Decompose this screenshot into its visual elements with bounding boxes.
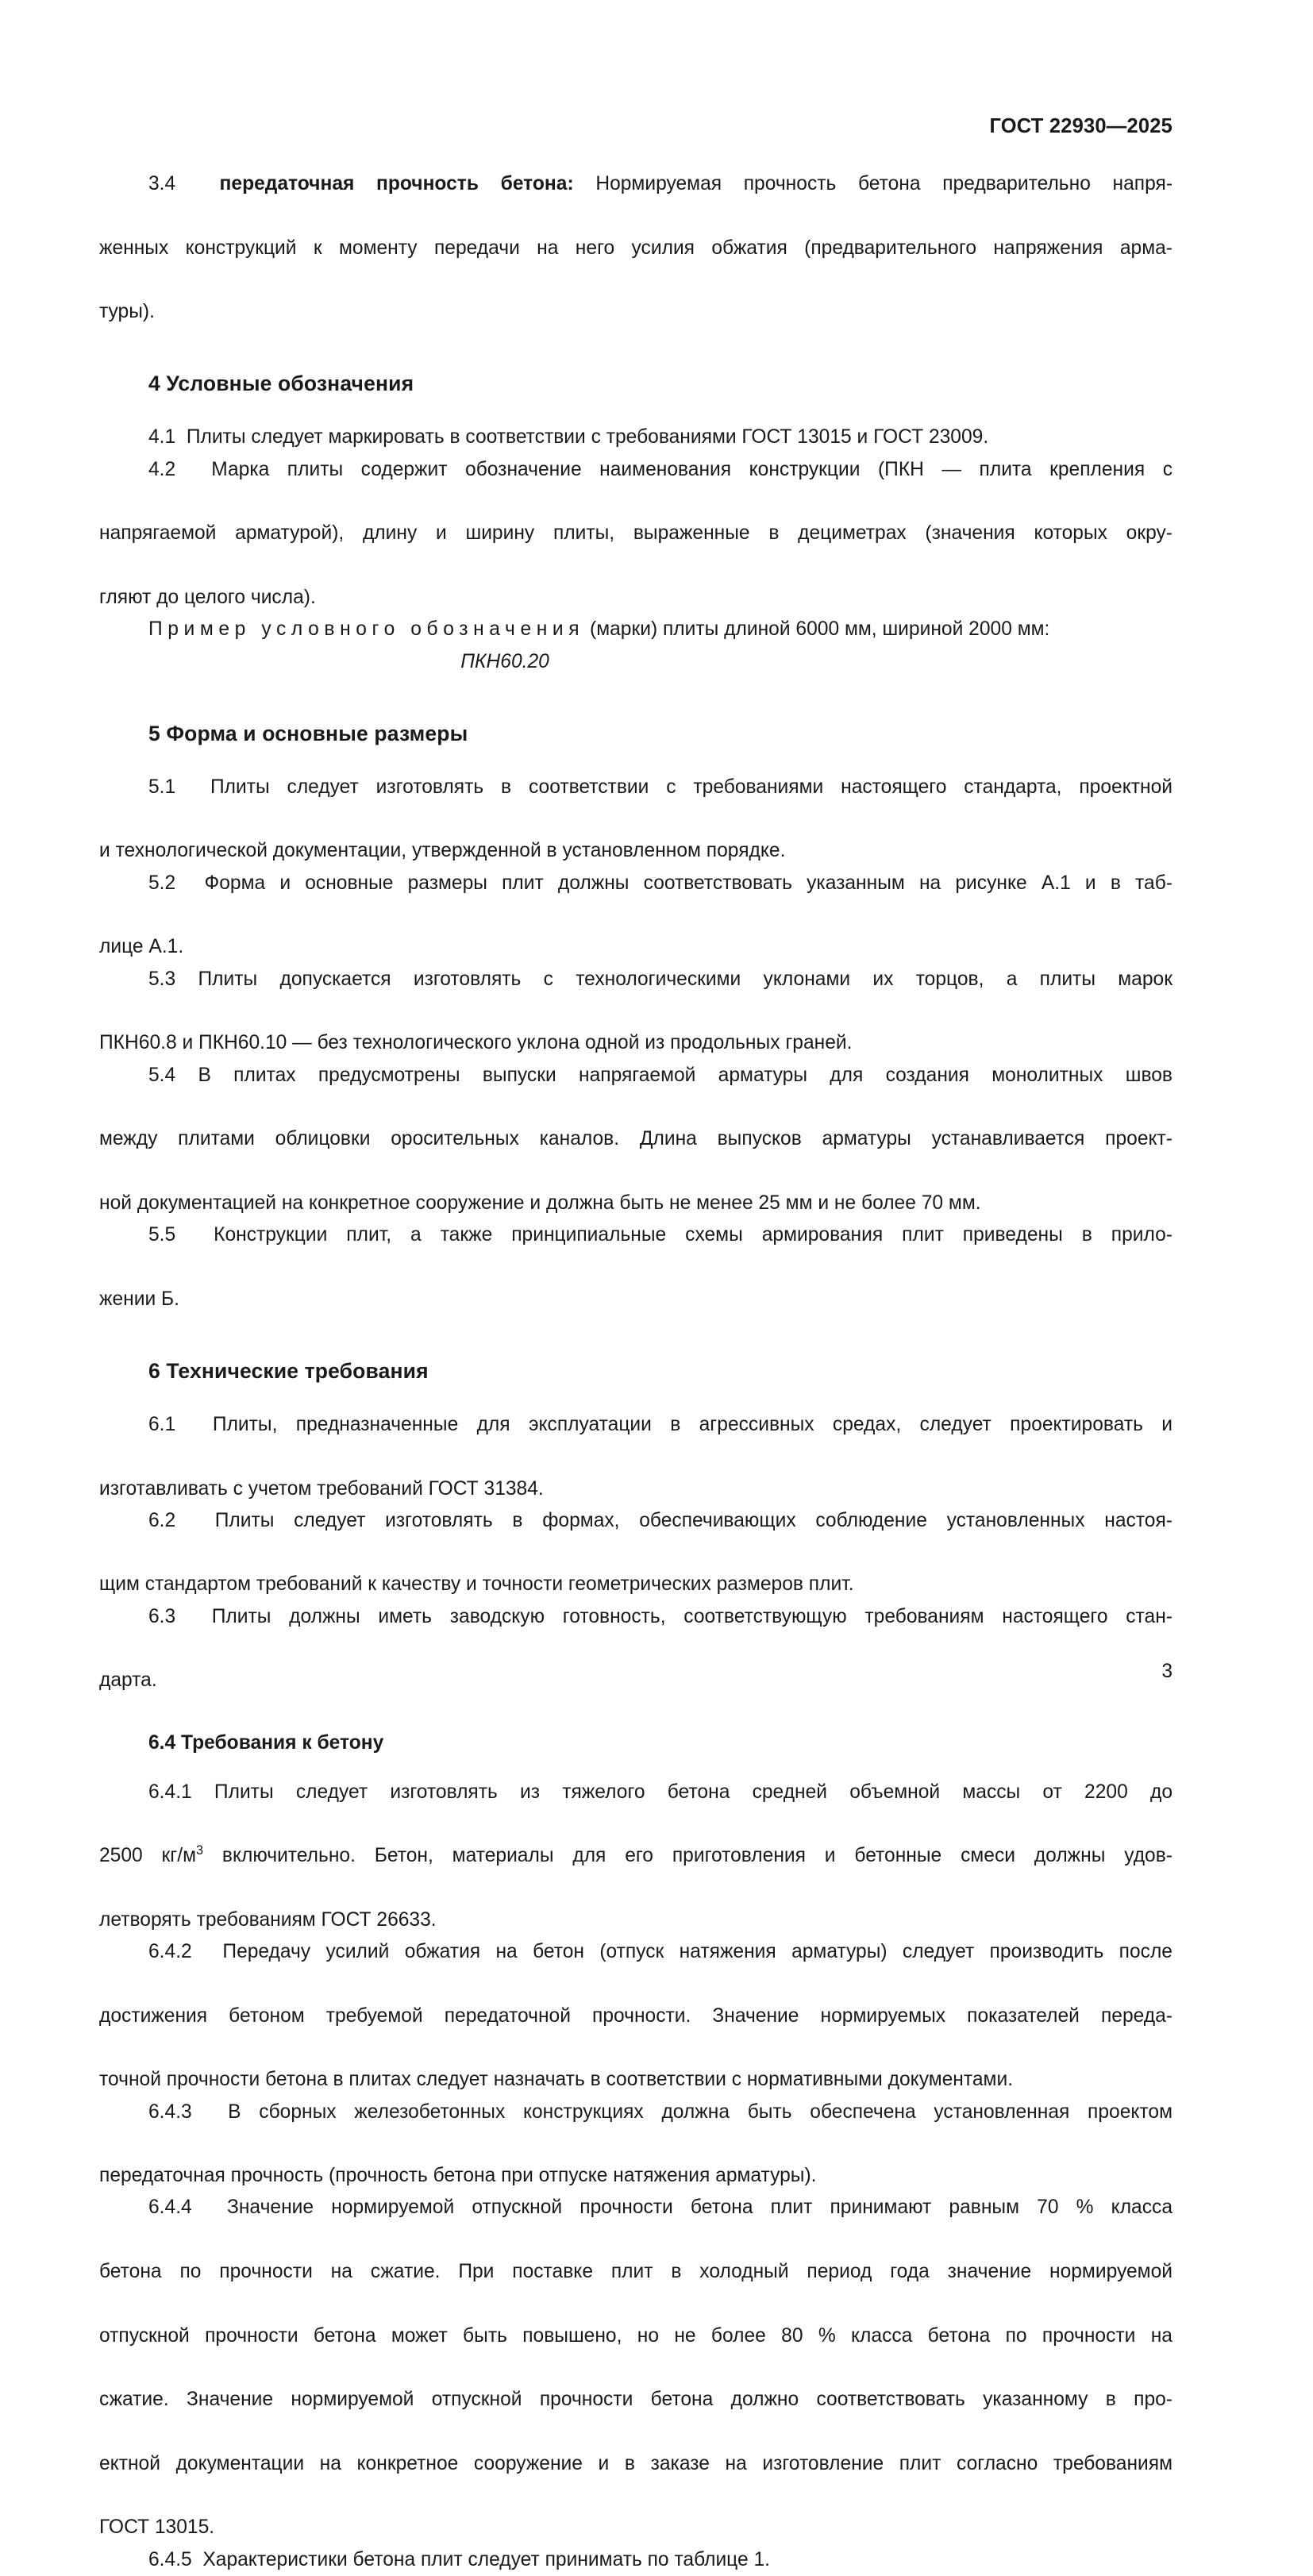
clause-5-2-number: 5.2 bbox=[148, 872, 176, 894]
clause-6-4-5-number: 6.4.5 bbox=[148, 2548, 192, 2570]
clause-5-5-line2: жении Б. bbox=[99, 1288, 179, 1310]
clause-5-1-line1: Плиты следует изготовлять в соответствии с требованиями настоящего стандарта, проектной bbox=[210, 776, 1173, 798]
clause-6-4-4 bbox=[99, 2192, 1172, 2543]
clause-6-1 bbox=[99, 1409, 1172, 1505]
designation-example-mark: ПКН60.20 bbox=[460, 650, 549, 672]
page-number: 3 bbox=[1161, 1661, 1172, 1682]
clause-6-2-line2: щим стандартом требований к качеству и точности геометрических размеров плит. bbox=[99, 1573, 854, 1596]
clause-5-2 bbox=[99, 868, 1172, 964]
clause-6-4-4-line4: сжатие. Значение нормируемой отпускной прочности бетона должно соответствовать указанному в про- bbox=[99, 2389, 1172, 2411]
clause-4-2-line3: гляют до целого числа). bbox=[99, 586, 316, 608]
clause-6-2 bbox=[99, 1505, 1172, 1601]
clause-6-3-line1: Плиты должны иметь заводскую готовность, соответствующую требованиям настоящего стан- bbox=[211, 1605, 1172, 1627]
clause-6-4-3-line2: передаточная прочность (прочность бетона при отпуске натяжения арматуры). bbox=[99, 2165, 817, 2187]
clause-5-4-line1: В плитах предусмотрены выпуски напрягаемой арматуры для создания монолитных швов bbox=[198, 1064, 1172, 1086]
clause-6-3-line2: дарта. bbox=[99, 1669, 157, 1692]
clause-5-3-line2: ПКН60.8 и ПКН60.10 — без технологического уклона одной из продольных граней. bbox=[99, 1032, 853, 1054]
clause-6-4-5 bbox=[99, 2544, 1172, 2576]
spacer bbox=[99, 678, 1172, 719]
document-body bbox=[99, 168, 1172, 2576]
designation-example-rest: (марки) плиты длиной 6000 мм, шириной 2000 мм: bbox=[584, 618, 1050, 641]
section-heading-6: 6 Технические требования bbox=[148, 1358, 429, 1383]
clause-6-4-4-line5: ектной документации на конкретное сооружение и в заказе на изготовление плит согласно требованиям bbox=[99, 2452, 1172, 2474]
clause-6-4-3-number: 6.4.3 bbox=[148, 2100, 192, 2123]
clause-6-4-2 bbox=[99, 1936, 1172, 2096]
clause-5-3-number: 5.3 bbox=[148, 968, 176, 990]
clause-4-2-number: 4.2 bbox=[148, 458, 176, 480]
clause-6-4-3-line1: В сборных железобетонных конструкциях должна быть обеспечена установленная проектом bbox=[228, 2100, 1172, 2123]
spacer bbox=[99, 748, 1172, 772]
clause-6-2-line1: Плиты следует изготовлять в формах, обеспечивающих соблюдение установленных настоя- bbox=[214, 1509, 1172, 1531]
clause-6-4-3 bbox=[99, 2097, 1172, 2193]
spacer bbox=[99, 1385, 1172, 1409]
clause-6-4-1 bbox=[99, 1777, 1172, 1936]
clause-5-4 bbox=[99, 1060, 1172, 1219]
clause-6-3-number: 6.3 bbox=[148, 1605, 176, 1627]
clause-4-1-number: 4.1 bbox=[148, 426, 176, 449]
spacer bbox=[99, 1697, 1172, 1729]
clause-4-1-text: Плиты следует маркировать в соответствии с требованиями ГОСТ 13015 и ГОСТ 23009. bbox=[186, 426, 989, 449]
spacer bbox=[99, 1315, 1172, 1357]
clause-6-4-1-line2-b: включительно. Бетон, материалы для его приготовления и бетонные смеси должны удов- bbox=[203, 1845, 1172, 1867]
clause-6-4-1-line1: Плиты следует изготовлять из тяжелого бетона средней объемной массы от 2200 до bbox=[214, 1781, 1172, 1803]
clause-6-4-2-number: 6.4.2 bbox=[148, 1941, 192, 1963]
clause-4-1 bbox=[99, 422, 1172, 453]
clause-6-4-1-number: 6.4.1 bbox=[148, 1781, 192, 1803]
clause-5-5-number: 5.5 bbox=[148, 1224, 176, 1246]
clause-3-4-number: 3.4 bbox=[148, 173, 176, 194]
clause-3-4-line1: Нормируемая прочность бетона предварительно напря- bbox=[595, 173, 1173, 194]
clause-3-4-line3: туры). bbox=[99, 301, 155, 323]
clause-5-5 bbox=[99, 1219, 1172, 1315]
clause-5-3 bbox=[99, 964, 1172, 1060]
clause-6-1-line2: изготавливать с учетом требований ГОСТ 31384. bbox=[99, 1477, 544, 1500]
clause-6-4-2-line2: достижения бетоном требуемой передаточной прочности. Значение нормируемых показателей переда- bbox=[99, 2004, 1172, 2027]
clause-6-4-2-line1: Передачу усилий обжатия на бетон (отпуск натяжения арматуры) следует производить после bbox=[222, 1941, 1172, 1963]
running-head-standard-number: ГОСТ 22930—2025 bbox=[989, 115, 1172, 137]
clause-5-2-line1: Форма и основные размеры плит должны соответствовать указанным на рисунке А.1 и в таб- bbox=[204, 872, 1172, 894]
section-heading-5: 5 Форма и основные размеры bbox=[148, 721, 468, 745]
clause-3-4 bbox=[99, 168, 1172, 328]
clause-6-4-4-line6: ГОСТ 13015. bbox=[99, 2516, 215, 2539]
clause-3-4-term: передаточная прочность бетона: bbox=[219, 173, 574, 194]
clause-4-2-line2: напрягаемой арматурой), длину и ширину плиты, выраженные в дециметрах (значения которых окру- bbox=[99, 522, 1172, 545]
clause-6-4-5-text: Характеристики бетона плит следует принимать по таблице 1. bbox=[202, 2548, 771, 2570]
clause-5-1-line2: и технологической документации, утвержденной в установленном порядке. bbox=[99, 840, 786, 862]
section-heading-4: 4 Условные обозначения bbox=[148, 372, 414, 396]
cubic-meter-exponent: 3 bbox=[196, 1842, 204, 1858]
spacer bbox=[99, 398, 1172, 422]
subsection-heading-6-4: 6.4 Требования к бетону bbox=[148, 1731, 384, 1754]
spacer bbox=[99, 1758, 1172, 1777]
spacer bbox=[99, 328, 1172, 369]
clause-5-1-number: 5.1 bbox=[148, 776, 176, 798]
designation-example-label: Пример условного обозначения bbox=[148, 618, 585, 641]
clause-5-2-line2: лице А.1. bbox=[99, 936, 184, 958]
clause-6-4-1-line2-a: 2500 кг/м bbox=[99, 1845, 197, 1867]
clause-6-4-4-line1: Значение нормируемой отпускной прочности бетона плит принимают равным 70 % класса bbox=[227, 2197, 1173, 2219]
clause-5-4-line2: между плитами облицовки оросительных каналов. Длина выпусков арматуры устанавливается проект- bbox=[99, 1128, 1172, 1150]
clause-5-4-number: 5.4 bbox=[148, 1064, 176, 1086]
clause-6-4-4-line2: бетона по прочности на сжатие. При поставке плит в холодный период года значение нормируемой bbox=[99, 2261, 1172, 2283]
clause-4-2-line1: Марка плиты содержит обозначение наименования конструкции (ПКН — плита крепления с bbox=[211, 458, 1172, 480]
clause-5-1 bbox=[99, 772, 1172, 868]
designation-example-line bbox=[99, 614, 1172, 645]
clause-6-1-line1: Плиты, предназначенные для эксплуатации в агрессивных средах, следует проектировать и bbox=[212, 1413, 1172, 1435]
clause-5-3-line1: Плиты допускается изготовлять с технологическими уклонами их торцов, а плиты марок bbox=[198, 968, 1172, 990]
clause-6-1-number: 6.1 bbox=[148, 1413, 176, 1435]
clause-6-2-number: 6.2 bbox=[148, 1509, 176, 1531]
clause-6-4-4-line3: отпускной прочности бетона может быть повышено, но не более 80 % класса бетона по прочности на bbox=[99, 2324, 1172, 2347]
clause-6-4-4-number: 6.4.4 bbox=[148, 2197, 192, 2219]
clause-6-4-1-line3: летворять требованиям ГОСТ 26633. bbox=[99, 1908, 437, 1931]
clause-5-5-line1: Конструкции плит, а также принципиальные схемы армирования плит приведены в прило- bbox=[214, 1224, 1172, 1246]
clause-6-4-2-line3: точной прочности бетона в плитах следует назначать в соответствии с нормативными документами. bbox=[99, 2069, 1014, 2091]
clause-5-4-line3: ной документацией на конкретное сооружение и должна быть не менее 25 мм и не более 70 мм. bbox=[99, 1192, 981, 1214]
clause-4-2 bbox=[99, 454, 1172, 614]
clause-3-4-line2: женных конструкций к моменту передачи на него усилия обжатия (предварительного напряжения арма- bbox=[99, 237, 1172, 259]
page-content bbox=[99, 0, 1173, 2570]
